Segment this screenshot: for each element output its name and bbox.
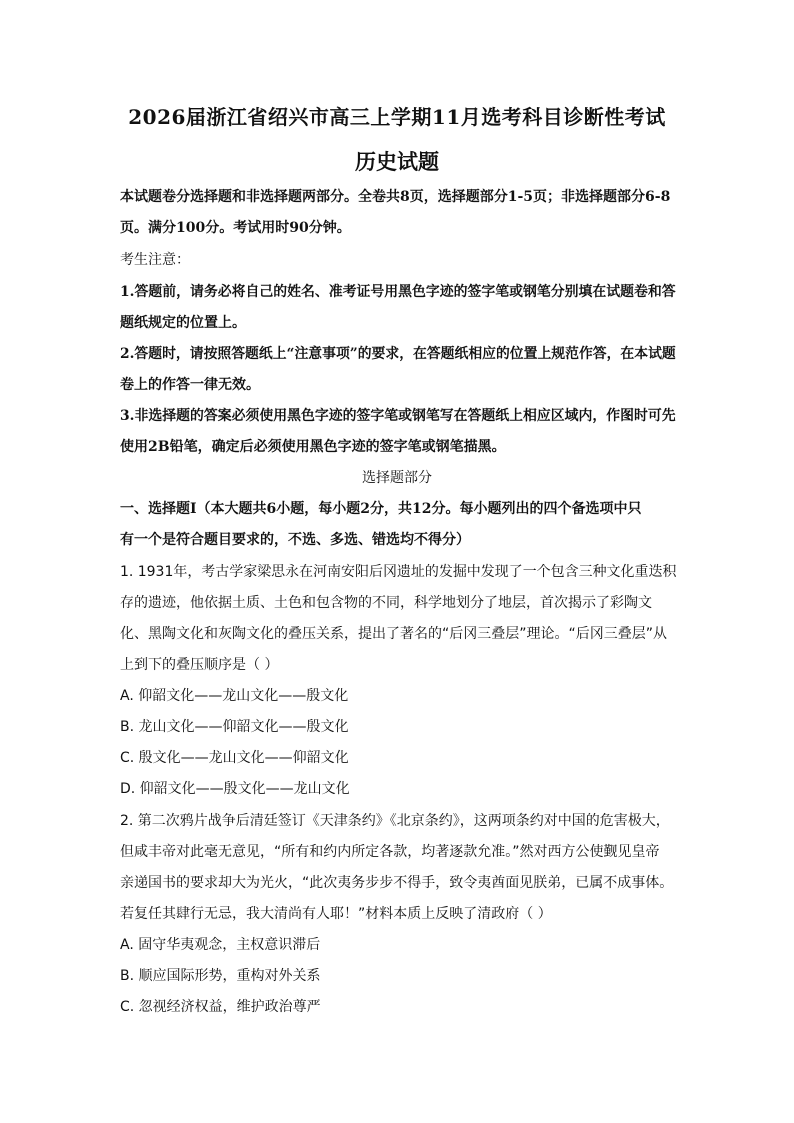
intro-line: 页。满分100分。考试用时90分钟。 xyxy=(120,220,351,236)
question-1-option-a: A. 仰韶文化——龙山文化——殷文化 xyxy=(120,688,349,704)
notice-heading: 考生注意： xyxy=(120,252,190,268)
notice-line: 使用2B铅笔，确定后必须使用黑色字迹的签字笔或钢笔描黑。 xyxy=(120,439,506,455)
notice-line: 3.非选择题的答案必须使用黑色字迹的签字笔或钢笔写在答题纸上相应区域内，作图时可先 xyxy=(120,408,676,424)
question-1-option-c: C. 殷文化——龙山文化——仰韶文化 xyxy=(120,750,349,766)
section-instruction: 一、选择题Ⅰ（本大题共6小题，每小题2分，共12分。每小题列出的四个备选项中只 xyxy=(120,501,642,517)
intro-line: 本试题卷分选择题和非选择题两部分。全卷共8页，选择题部分1-5页；非选择题部分6-8 xyxy=(120,189,671,205)
question-1-stem: 上到下的叠压顺序是（ ） xyxy=(120,657,279,673)
section-instruction: 有一个是符合题目要求的，不选、多选、错选均不得分） xyxy=(120,532,470,548)
question-2-stem: 若复任其肆行无忌，我大清尚有人耶！”材料本质上反映了清政府（ ） xyxy=(120,906,552,922)
question-2-stem: 2. 第二次鸦片战争后清廷签订《天津条约》《北京条约》，这两项条约对中国的危害极大， xyxy=(120,813,670,829)
notice-line: 卷上的作答一律无效。 xyxy=(120,377,260,393)
section-title: 选择题部分 xyxy=(362,470,432,486)
question-1-option-d: D. 仰韶文化——殷文化——龙山文化 xyxy=(120,781,350,797)
notice-line: 2.答题时，请按照答题纸上“注意事项”的要求，在答题纸相应的位置上规范作答，在本试题 xyxy=(120,346,676,362)
question-2-option-a: A. 固守华夷观念，主权意识滞后 xyxy=(120,937,321,953)
question-2-option-c: C. 忽视经济权益，维护政治尊严 xyxy=(120,999,321,1015)
question-1-stem: 1. 1931年，考古学家梁思永在河南安阳后冈遗址的发掘中发现了一个包含三种文化重迭积 xyxy=(120,564,677,580)
question-2-stem: 亲递国书的要求却大为光火，“此次夷务步步不得手，致令夷酋面见朕弟，已属不成事体。 xyxy=(120,875,674,891)
exam-title: 2026届浙江省绍兴市高三上学期11月选考科目诊断性考试 xyxy=(128,105,666,129)
question-2-stem: 但咸丰帝对此毫无意见，“所有和约内所定各款，均著逐款允准。”然对西方公使觐见皇帝 xyxy=(120,844,660,860)
question-2-option-b: B. 顺应国际形势，重构对外关系 xyxy=(120,968,321,984)
notice-line: 1.答题前，请务必将自己的姓名、准考证号用黑色字迹的签字笔或钢笔分别填在试题卷和答 xyxy=(120,284,676,300)
exam-subtitle: 历史试题 xyxy=(355,149,439,174)
question-1-option-b: B. 龙山文化——仰韶文化——殷文化 xyxy=(120,719,349,735)
notice-line: 题纸规定的位置上。 xyxy=(120,315,246,331)
question-1-stem: 存的遗迹，他依据土质、土色和包含物的不同，科学地划分了地层，首次揭示了彩陶文 xyxy=(120,595,652,611)
question-1-stem: 化、黑陶文化和灰陶文化的叠压关系，提出了著名的“后冈三叠层”理论。“后冈三叠层”从 xyxy=(120,626,668,642)
